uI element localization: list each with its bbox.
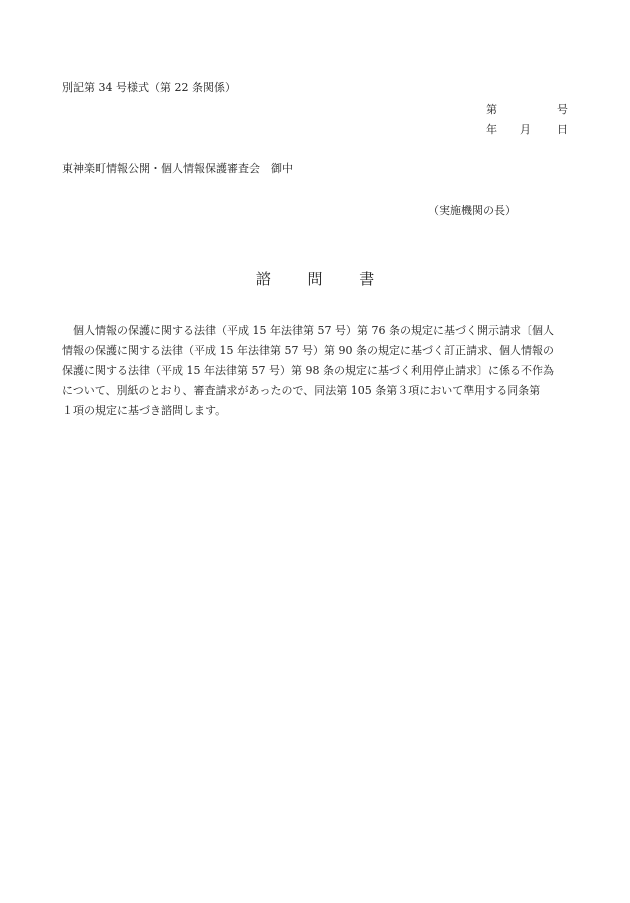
body-line: 個人情報の保護に関する法律（平成 15 年法律第 57 号）第 76 条の規定に基づく開示請求〔個人	[62, 324, 554, 337]
body-line: 保護に関する法律（平成 15 年法律第 57 号）第 98 条の規定に基づく利用停止請求〕に係る不作為	[62, 364, 554, 377]
document-number-suffix: 号	[557, 103, 568, 116]
form-label: 別記第 34 号様式（第 22 条関係）	[62, 81, 236, 94]
sender: （実施機関の長）	[428, 204, 516, 217]
date-day-label: 日	[557, 123, 568, 136]
recipient: 東神楽町情報公開・個人情報保護審査会 御中	[62, 162, 293, 175]
date-month-label: 月	[520, 123, 531, 136]
title-char-2: 問	[307, 270, 323, 288]
body-line: 情報の保護に関する法律（平成 15 年法律第 57 号）第 90 条の規定に基づく訂正請求、個人情報の	[62, 344, 554, 357]
title-char-1: 諮	[255, 270, 271, 288]
body-line: について、別紙のとおり、審査請求があったので、同法第 105 条第３項において準用する同条第	[62, 384, 541, 397]
body-paragraph	[62, 321, 570, 421]
date-year-label: 年	[486, 123, 497, 136]
title-char-3: 書	[359, 270, 375, 288]
document-number-prefix: 第	[486, 103, 497, 116]
document-title	[0, 272, 630, 287]
body-line: １項の規定に基づき諮問します。	[62, 404, 227, 417]
